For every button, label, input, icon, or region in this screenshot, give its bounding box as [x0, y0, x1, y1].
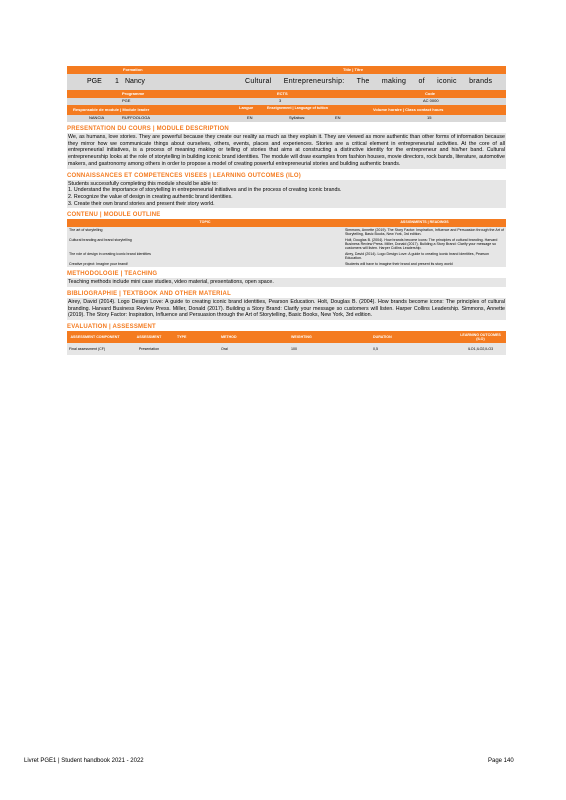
outline-topic: Creative project: Imagine your brand! [67, 261, 343, 267]
footer-left: Livret PGE1 | Student handbook 2021 - 2022 [24, 758, 144, 764]
code-label: Code [425, 91, 435, 96]
eval-type [175, 343, 219, 355]
hours-value: 15 [427, 115, 432, 120]
page-number: Page 140 [488, 758, 514, 764]
table-row [67, 237, 506, 251]
eval-assessment: Presentation [123, 343, 175, 355]
language-label-2: Enseignement | Language of tuition [267, 106, 328, 110]
eval-weighting: 100 [289, 343, 371, 355]
outcomes-intro: Students successfully completing this module should be able to: [68, 180, 218, 187]
outcomes-heading: CONNAISSANCES ET COMPETENCES VISEES | LEARNING OUTCOMES (ILO) [67, 172, 301, 179]
outline-header-row [67, 219, 506, 227]
outline-topic: Cultural branding and brand storytelling [67, 237, 343, 251]
language-label: Langue [239, 105, 254, 110]
course-title: Cultural Entrepreneurship: The making of iconic brands [245, 78, 493, 85]
methodology-paragraph: Teaching methods include mini case studies, video material, presentations, open space. [68, 279, 274, 286]
eval-duration: 0,5 [371, 343, 455, 355]
outline-readings: Students will have to imagine their brand and present its story world [343, 261, 506, 267]
outline-topic: The role of design in creating iconic brand identities [67, 251, 343, 261]
programme-value: PGE [122, 98, 131, 103]
course-sheet [67, 66, 506, 355]
hours-label: Volume horaire | Class contact hours [373, 107, 444, 112]
presentation-heading: PRESENTATION DU COURS | MODULE DESCRIPTION [67, 126, 229, 132]
responsible-label: Responsable de module | Module leader [73, 107, 150, 112]
eval-component: Final assessment (CF) [67, 343, 123, 355]
eval-method: Oral [219, 343, 289, 355]
outline-readings: Holt, Douglas B. (2004). How brands become icons: The principles of cultural branding. Harvard Business Review Press. Miller, Donald (2017). Building a Story Brand: Clarify your message so customers will listen. Harper Collins Leadership. [343, 237, 506, 251]
outcomes-text [67, 180, 506, 209]
lecturer-name: Nancy [125, 78, 145, 85]
eval-col-ilo: LEARNING OUTCOMES (ILO) [455, 331, 506, 343]
course-title-row [67, 74, 506, 90]
formation-label: Formation [123, 67, 143, 72]
program-name: PGE [87, 78, 102, 85]
presentation-text [67, 133, 506, 169]
eval-col-component: ASSESSMENT COMPONENT [67, 331, 123, 343]
outline-readings: Simmons, Annette (2019). The Story Factor: Inspiration, Influence and Persuasion through the Art of Storytelling, Basic Books, New York, 3rd edition. [343, 227, 506, 237]
eval-col-type: TYPE [175, 331, 219, 343]
evaluation-table [67, 331, 506, 355]
bibliography-heading: BIBLIOGRAPHIE | TEXTBOOK AND OTHER MATERIAL [67, 291, 231, 298]
outline-readings: Airey, David (2014). Logo Design Love: A guide to creating iconic brand identities, Pearson Education. [343, 251, 506, 261]
leader-last-name: RUFFOOLOGA [122, 115, 151, 120]
program-year: 1 [115, 78, 119, 85]
eval-col-duration: DURATION [371, 331, 455, 343]
table-row [67, 343, 506, 355]
bibliography-text [67, 298, 506, 320]
table-row [67, 251, 506, 261]
ects-label: ECTS [277, 91, 288, 96]
table-row [67, 261, 506, 267]
table-row [67, 227, 506, 237]
formation-bar [67, 66, 506, 74]
outline-table [67, 219, 506, 267]
syllabus-value: EN [335, 115, 341, 120]
responsible-bar [67, 105, 506, 115]
syllabus-key: Syllabus: [289, 115, 306, 120]
eval-col-method: METHOD [219, 331, 289, 343]
outcome-item: 2. Recognize the value of design in creating authentic brand identities. [68, 193, 233, 200]
outline-col-topic: TOPIC [67, 219, 343, 227]
eval-col-assessment: ASSESSMENT [123, 331, 175, 343]
programme-label: Programme [122, 91, 145, 96]
outcome-item: 1. Understand the importance of storytelling in entrepreneurial initiatives and in the process of creating iconic brands. [68, 187, 342, 194]
presentation-paragraph: We, as humans, love stories. They are powerful because they create our reality as much as they explain it. They are viewed as more authentic than other forms of information because they mirror how we communicate things about ourselves, others, events, places and experiences. Stories are a critical element in entrepreneurial activities. At the core of all entrepreneurial initiatives, is a process of meaning making or telling of stories that aims at constructing a distinctive identity for the entrepreneur and his/her band. Cultural entrepreneurship looks at the role of storytelling in building iconic brand identities. The module will draw examples from fashion houses, movie directors, rock bands, literature, automotive makers, and gastronomy among others in order to propose a model of creating powerful entrepreneurial stories and building authentic brands. [68, 134, 505, 167]
outline-heading: CONTENU | MODULE OUTLINE [67, 212, 161, 219]
methodology-heading: METHODOLOGIE | TEACHING [67, 271, 158, 278]
methodology-text [67, 278, 506, 287]
eval-ilo: ILO1,ILO2,ILO3 [455, 343, 506, 355]
outline-col-readings: ASSIGNMENTS | READINGS [343, 219, 506, 227]
evaluation-heading: EVALUATION | ASSESSMENT [67, 324, 156, 331]
code-value: AC 0000 [423, 98, 439, 103]
eval-col-weighting: WEIGHTING [289, 331, 371, 343]
programme-bar [67, 90, 506, 98]
language-value: EN [247, 115, 253, 120]
outcome-item: 3. Create their own brand stories and present their story world. [68, 200, 215, 207]
ects-value: 3 [279, 98, 282, 103]
evaluation-header-row [67, 331, 506, 343]
bibliography-paragraph: Airey, David (2014). Logo Design Love: A guide to creating iconic brand identities, Pearson Education. Holt, Douglas B. (2004). How brands become icons: The principles of cultural branding. Harvard Business Review Press. Miller, Donald (2017). Building a Story Brand: Clarify your message so customers will listen. Harper Collins Leadership. Simmons, Annette (2019). The Story Factor: Inspiration, Influence and Persuasion through the Art of Storytelling, Basic Books, New York, 3rd edition. [68, 299, 505, 319]
outline-topic: The art of storytelling [67, 227, 343, 237]
title-label: Title | Titre [343, 67, 364, 72]
leader-first-name: NANCIA [89, 115, 105, 120]
responsible-values [67, 115, 506, 122]
